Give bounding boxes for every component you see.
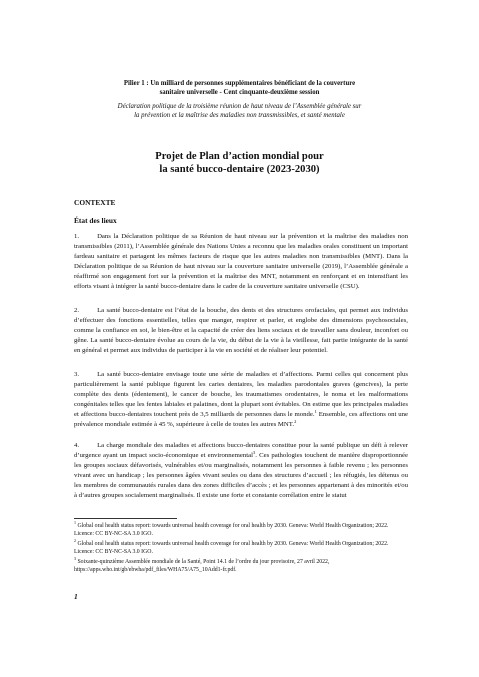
header-line-2: sanitaire universelle - Cent cinquante-deuxième session <box>159 89 320 96</box>
paragraph-4 <box>74 441 408 501</box>
page-number: 1 <box>74 592 78 601</box>
footnote-number: 2 <box>74 538 76 544</box>
document-title <box>100 150 379 176</box>
paragraph-text: La santé bucco-dentaire envisage toute une série de maladies et d’affections. Parmi celles qui concernent plus particulièrement la santé publique figurent les caries dentaires, les maladies parodontales graves (gencives), la perte complète des dents (édentement), le cancer de bouche, les traumatismes orodentaires, le noma et les malformations congénitales telles que les fentes labiales et palatines, dont la plupart sont évitables. On estime que les principales maladies et affections bucco-dentaires touchent près de 3,5 milliards de personnes dans le monde. <box>74 371 408 419</box>
footnote-2 <box>74 538 408 557</box>
footnote-ref[interactable]: 1 <box>314 408 317 414</box>
footnote-ref[interactable]: 3 <box>253 449 256 455</box>
paragraph-number: 1. <box>74 233 80 240</box>
paragraph-number: 3. <box>74 371 80 378</box>
footnote-1 <box>74 520 408 539</box>
paragraph-text-continued: . Ces pathologies touchent de manière disproportionnée les groupes sociaux défavorisés, vulnérables et/ou marginalisés, notamment les personnes à faible revenu ; les personnes vivant avec un handicap ; les personnes âgées vivant seules ou dans des structures d’accueil ; les réfugiés, les détenus ou les membres de communautés rurales dans des zones difficiles d’accès ; et les personnes appartenant à des minorités et/ou à d’autres groupes socialement marginalisés. Il existe une forte et constante corrélation entre le statut <box>74 452 408 500</box>
title-line-1: Projet de Plan d’action mondial pour <box>155 151 324 162</box>
paragraph-text: Dans la Déclaration politique de sa Réunion de haut niveau sur la prévention et la maîtrise des maladies non transmissibles (2011), l’Assemblée générale des Nations Unies a reconnu que les maladies orales constituent un important fardeau sanitaire et partagent les mêmes facteurs de risque que les autres maladies non transmissibles (MNT). Dans la Déclaration politique de sa Réunion de haut niveau sur la couverture sanitaire universelle (2019), l’Assemblée générale a réaffirmé son engagement fort sur la prévention et la maîtrise des MNT, notamment en renforçant et en intensifiant les efforts visant à intégrer la santé bucco-dentaire dans le cadre de la couverture sanitaire universelle (CSU). <box>74 233 408 291</box>
footnote-3 <box>74 556 408 575</box>
paragraph-text-continued: Ensemble, ces affections ont une prévalence mondiale estimée à 45 %, supérieure à celle de toutes les autres MNT. <box>74 411 408 429</box>
footnote-ref[interactable]: 2 <box>294 418 297 424</box>
paragraph-text: La charge mondiale des maladies et affections bucco-dentaires constitue pour la santé publique un défi à relever d’urgence ayant un impact socio-économique et environnemental <box>74 442 408 460</box>
paragraph-number: 2. <box>74 307 80 314</box>
footnote-text: Global oral health status report: towards universal health coverage for oral health by 2030. Geneva: World Health Organization; 2022. Licence: CC BY-NC-SA 3.0 IGO. <box>74 541 389 555</box>
header-subtitle-line-1: Déclaration politique de la troisième réunion de haut niveau de l’Assemblée générale sur <box>117 103 362 110</box>
footnote-separator <box>74 518 177 519</box>
footnote-text: Soixante-quinzième Assemblée mondiale de la Santé, Point 14.1 de l’ordre du jour provisoire, 27 avril 2022, https://apps.who.int/gb/ebwha/pdf_files/WHA75/A75_10Add1-fr.pdf. <box>74 559 330 573</box>
paragraph-2 <box>74 306 408 356</box>
header-subtitle-line-2: la prévention et la maîtrise des maladies non transmissibles, et santé mentale <box>134 112 345 119</box>
footnote-text: Global oral health status report: towards universal health coverage for oral health by 2030. Geneva: World Health Organization; 2022. Licence: CC BY-NC-SA 3.0 IGO. <box>74 523 389 537</box>
header-subtitle <box>70 102 409 120</box>
title-line-2: la santé bucco-dentaire (2023-2030) <box>159 164 320 175</box>
paragraph-1 <box>74 232 408 292</box>
paragraph-number: 4. <box>74 442 80 449</box>
footnote-number: 1 <box>74 520 76 526</box>
footnote-number: 3 <box>74 556 76 562</box>
paragraph-3 <box>74 370 408 430</box>
section-heading: CONTEXTE <box>74 198 116 207</box>
header-line-1: Pilier 1 : Un milliard de personnes supplémentaires bénéficiant de la couverture <box>123 80 356 87</box>
running-header <box>70 79 409 97</box>
paragraph-text: La santé bucco-dentaire est l’état de la bouche, des dents et des structures orofaciales, qui permet aux individus d’effectuer des fonctions essentielles, telles que manger, respirer et parler, et englobe des dimensions psychosociales, comme la confiance en soi, le bien-être et la capacité de créer des liens sociaux et de travailler sans douleur, inconfort ou gêne. La santé bucco-dentaire évolue au cours de la vie, du début de la vie à la vieillesse, fait partie intégrante de la santé en général et permet aux individus de participer à la vie en société et de réaliser leur potentiel. <box>74 307 408 355</box>
subsection-heading: État des lieux <box>74 216 117 225</box>
